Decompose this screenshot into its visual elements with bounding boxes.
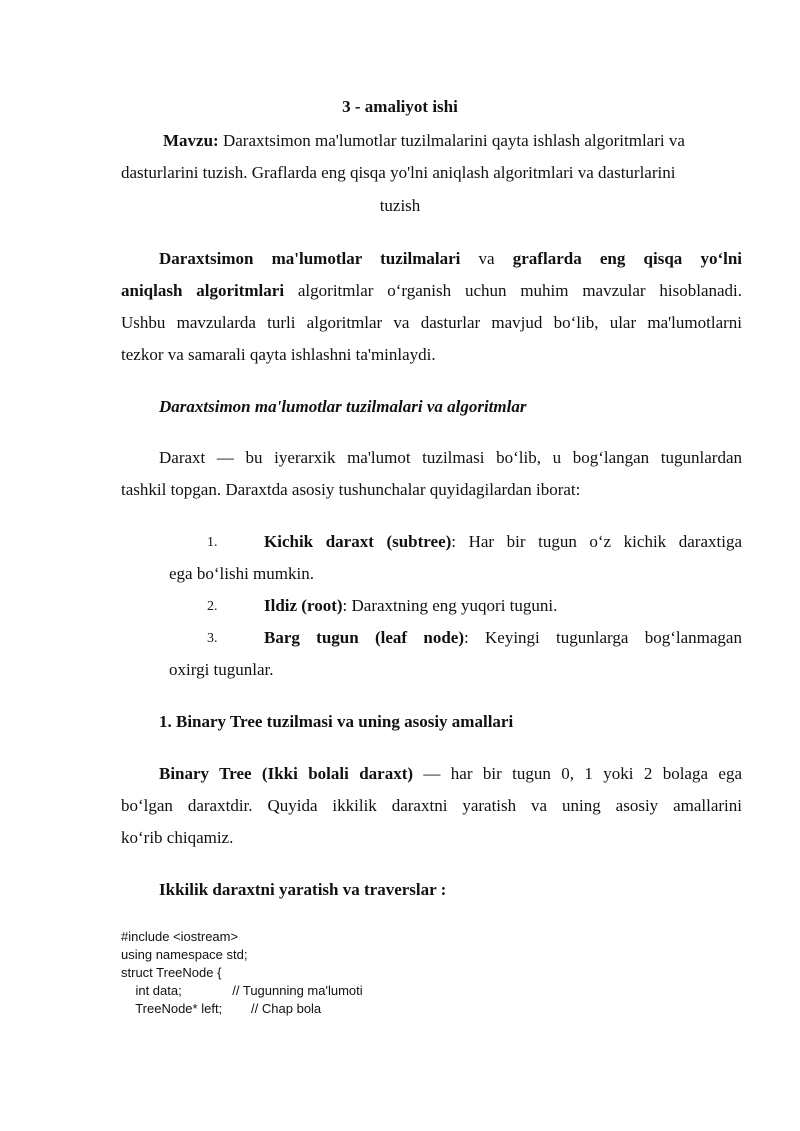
code-line-3: struct TreeNode { [121, 965, 222, 980]
topic-text-1: Daraxtsimon ma'lumotlar tuzilmalarini qayta ishlash algoritmlari va [218, 131, 685, 150]
intro-line-4: tezkor va samarali qayta ishlashni ta'minlaydi. [121, 345, 436, 364]
list-item-2-term: Ildiz (root) [264, 596, 343, 615]
binary-text-1: — har bir tugun 0, 1 yoki 2 bolaga ega [413, 764, 742, 783]
topic-line-2: dasturlarini tuzish. Graflarda eng qisqa yo'lni aniqlash algoritmlari va dasturlarini [121, 163, 676, 182]
section-heading-binary-tree: 1. Binary Tree tuzilmasi va uning asosiy amallari [159, 712, 514, 731]
list-item-3-text: : Keyingi tugunlarga bog‘lanmagan [463, 628, 742, 647]
binary-term: Binary Tree (Ikki bolali daraxt) [159, 764, 414, 783]
list-item-2-text: : Daraxtning eng yuqori tuguni. [342, 596, 558, 615]
intro-bold-3: aniqlash algoritmlari [121, 281, 285, 300]
list-item-3 [264, 628, 742, 648]
list-item-3-cont: oxirgi tugunlar. [169, 660, 274, 679]
tree-def-line-1: Daraxt — bu iyerarxik ma'lumot tuzilmasi bo‘lib, u bog‘langan tugunlardan [159, 448, 742, 467]
list-number-3: 3. [207, 631, 218, 646]
intro-bold-2: graflarda eng qisqa yo‘lni [512, 249, 743, 268]
topic-line-1 [163, 131, 685, 151]
binary-line-2: bo‘lgan daraxtdir. Quyida ikkilik daraxtni yaratish va uning asosiy amallarini [121, 796, 742, 815]
code-line-1: #include <iostream> [121, 929, 239, 944]
list-number-2: 2. [207, 599, 218, 614]
list-item-1-cont: ega bo‘lishi mumkin. [169, 564, 314, 583]
list-item-2 [264, 596, 557, 616]
list-number-1: 1. [207, 535, 218, 550]
code-line-4: int data; // Tugunning ma'lumoti [121, 983, 363, 998]
section-heading-trees: Daraxtsimon ma'lumotlar tuzilmalari va algoritmlar [159, 397, 527, 416]
code-line-2: using namespace std; [121, 947, 248, 962]
intro-text-1: va [460, 249, 513, 268]
topic-label: Mavzu: [163, 131, 219, 150]
intro-line-3: Ushbu mavzularda turli algoritmlar va dasturlar mavjud bo‘lib, ular ma'lumotlarni [121, 313, 742, 332]
list-item-3-term: Barg tugun (leaf node) [264, 628, 464, 647]
binary-line-3: ko‘rib chiqamiz. [121, 828, 234, 847]
intro-line-1 [159, 249, 742, 269]
section-heading-traversal: Ikkilik daraxtni yaratish va traverslar : [159, 880, 447, 899]
intro-text-2: algoritmlar o‘rganish uchun muhim mavzular hisoblanadi. [284, 281, 743, 300]
list-item-1 [264, 532, 742, 552]
document-title: 3 - amaliyot ishi [342, 97, 458, 116]
intro-bold-1: Daraxtsimon ma'lumotlar tuzilmalari [159, 249, 461, 268]
binary-line-1 [159, 764, 742, 784]
list-item-1-term: Kichik daraxt (subtree) [264, 532, 452, 551]
list-item-1-text: : Har bir tugun o‘z kichik daraxtiga [451, 532, 742, 551]
topic-line-3: tuzish [379, 196, 421, 215]
code-line-5: TreeNode* left; // Chap bola [121, 1001, 322, 1016]
intro-line-2 [121, 281, 742, 301]
tree-def-line-2: tashkil topgan. Daraxtda asosiy tushunchalar quyidagilardan iborat: [121, 480, 581, 499]
